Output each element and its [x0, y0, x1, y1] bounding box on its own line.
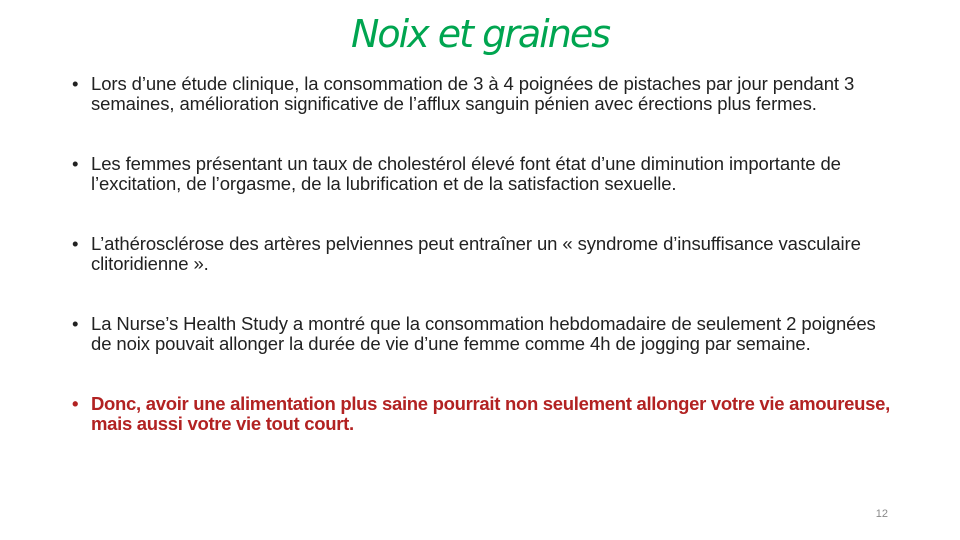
slide-title: Noix et graines [350, 12, 609, 56]
bullet-item-atherosclerosis: • L’athérosclérose des artères pelviennes peut entraîner un « syndrome d’insuffisance vasculaire clitoridienne ». [72, 234, 892, 274]
bullet-item-cholesterol-women: • Les femmes présentant un taux de cholestérol élevé font état d’une diminution importante de l’excitation, de l’orgasme, de la lubrification et de la satisfaction sexuelle. [72, 154, 892, 194]
bullet-item-nurses-health-study: • La Nurse’s Health Study a montré que la consommation hebdomadaire de seulement 2 poignées de noix pouvait allonger la durée de vie d’une femme comme 4h de jogging par semaine. [72, 314, 892, 354]
page-number: 12 [875, 508, 888, 520]
bullet-list [72, 74, 892, 434]
bullet-item-conclusion: • Donc, avoir une alimentation plus saine pourrait non seulement allonger votre vie amoureuse, mais aussi votre vie tout court. [72, 394, 892, 434]
bullet-item-pistachio-study: • Lors d’une étude clinique, la consommation de 3 à 4 poignées de pistaches par jour pendant 3 semaines, amélioration significative de l’afflux sanguin pénien avec érections plus fermes. [72, 74, 892, 114]
